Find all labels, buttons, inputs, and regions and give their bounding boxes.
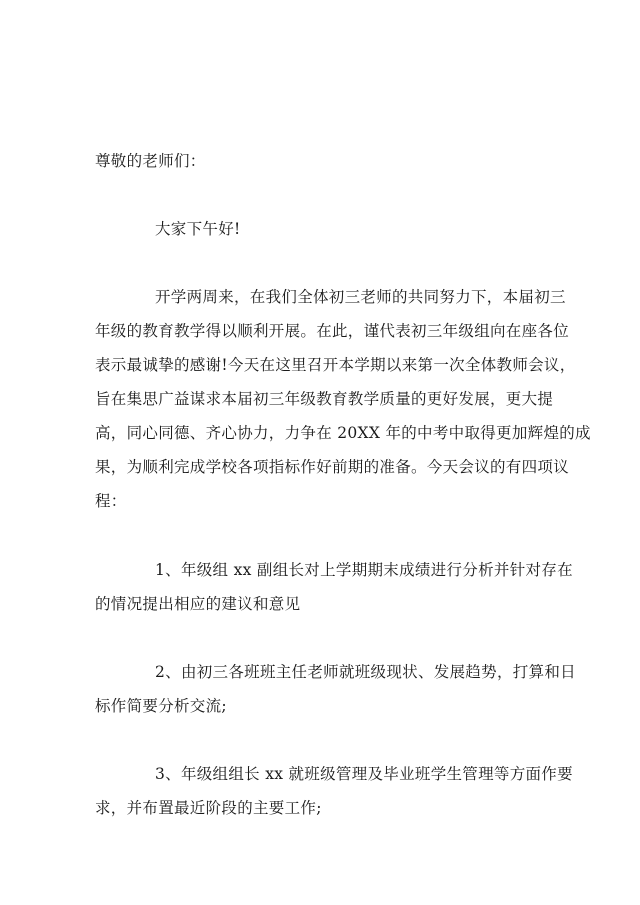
agenda-line: 标作简要分析交流; [95, 697, 227, 715]
agenda-line: 3、年级组组长 xx 就班级管理及毕业班学生管理等方面作要 [155, 765, 573, 783]
intro-line: 果，为顺利完成学校各项指标作好前期的准备。今天会议的有四项议 [95, 458, 570, 476]
agenda-line: 的情况提出相应的建议和意见 [95, 595, 301, 613]
salutation: 尊敬的老师们： [95, 152, 206, 170]
agenda-line: 1、年级组 xx 副组长对上学期期末成绩进行分析并针对存在 [155, 561, 573, 579]
intro-line: 旨在集思广益谋求本届初三年级教育教学质量的更好发展，更大提 [95, 390, 554, 408]
intro-line: 程： [95, 492, 127, 510]
agenda-line: 求，并布置最近阶段的主要工作; [95, 799, 322, 817]
intro-line: 高，同心同德、齐心协力，力争在 20XX 年的中考中取得更加辉煌的成 [95, 424, 591, 442]
intro-line: 表示最诚挚的感谢!今天在这里召开本学期以来第一次全体教师会议， [95, 356, 576, 374]
intro-line: 年级的教育教学得以顺利开展。在此，谨代表初三年级组向在座各位 [95, 322, 570, 340]
greeting: 大家下午好! [155, 220, 241, 238]
intro-line: 开学两周来，在我们全体初三老师的共同努力下，本届初三 [155, 288, 566, 306]
agenda-line: 2、由初三各班班主任老师就班级现状、发展趋势，打算和日 [155, 663, 576, 681]
